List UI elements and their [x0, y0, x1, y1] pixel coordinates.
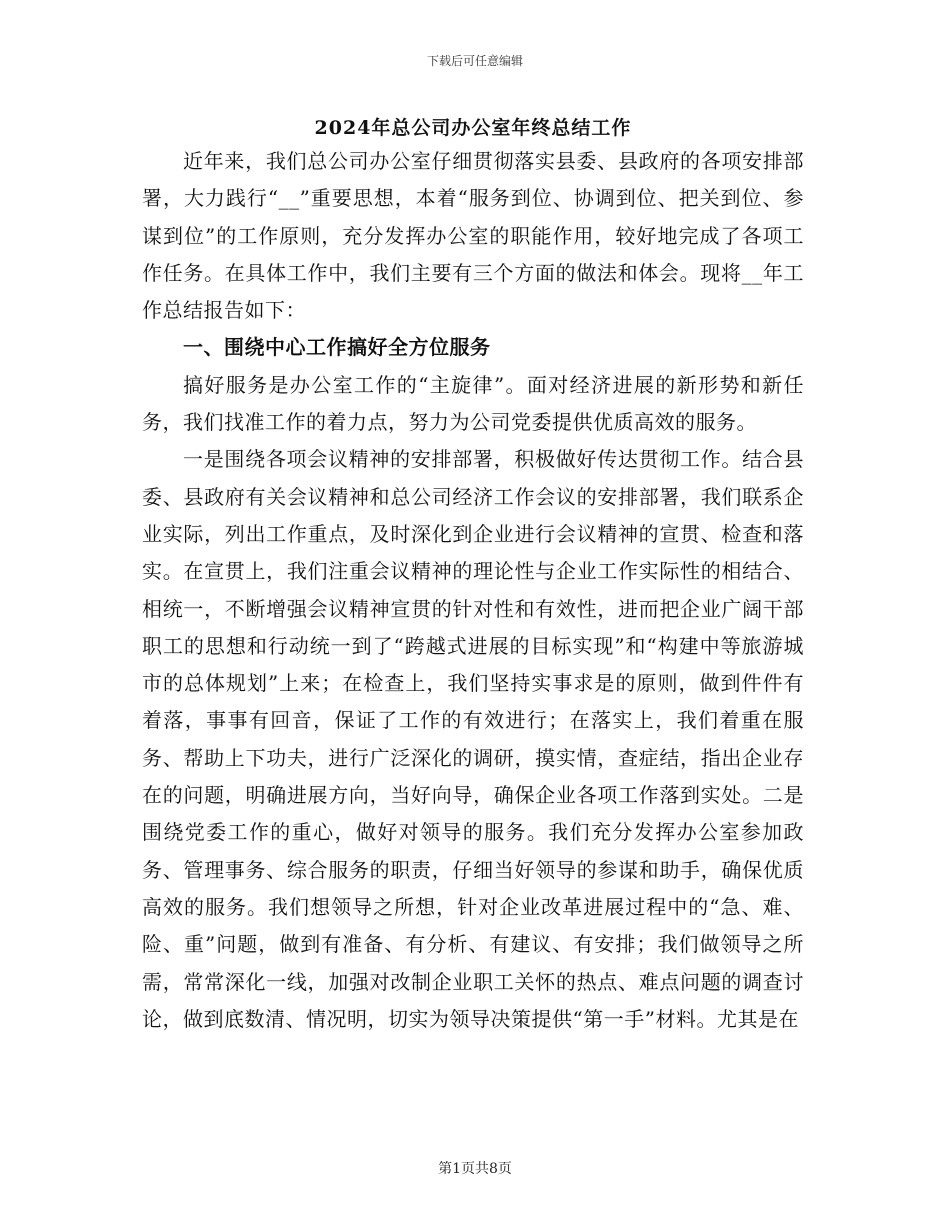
section-intro-paragraph: 搞好服务是办公室工作的“主旋律”。面对经济进展的新形势和新任务，我们找准工作的着力点，努力为公司党委提供优质高效的服务。: [142, 372, 804, 435]
page-number: 第1页共8页: [438, 1161, 512, 1177]
header-note: 下载后可任意编辑: [426, 54, 523, 68]
document-title: 2024年总公司办公室年终总结工作: [314, 117, 632, 139]
intro-paragraph: 近年来，我们总公司办公室仔细贯彻落实县委、县政府的各项安排部署，大力践行“__”重要思想，本着“服务到位、协调到位、把关到位、参谋到位”的工作原则，充分发挥办公室的职能作用，较好地完成了各项工作任务。在具体工作中，我们主要有三个方面的做法和体会。现将__年工作总结报告如下：: [142, 149, 804, 323]
section-heading: 一、围绕中心工作搞好全方位服务: [183, 335, 491, 360]
document-content: [142, 113, 804, 1038]
section-body-paragraph: 一是围绕各项会议精神的安排部署，积极做好传达贯彻工作。结合县委、县政府有关会议精神和总公司经济工作会议的安排部署，我们联系企业实际，列出工作重点，及时深化到企业进行会议精神的宣贯、检查和落实。在宣贯上，我们注重会议精神的理论性与企业工作实际性的相结合、相统一，不断增强会议精神宣贯的针对性和有效性，进而把企业广阔干部职工的思想和行动统一到了“跨越式进展的目标实现”和“构建中等旅游城市的总体规划”上来；在检查上，我们坚持实事求是的原则，做到件件有着落，事事有回音，保证了工作的有效进行；在落实上，我们着重在服务、帮助上下功夫，进行广泛深化的调研，摸实情，查症结，指出企业存在的问题，明确进展方向，当好向导，确保企业各项工作落到实处。二是围绕党委工作的重心，做好对领导的服务。我们充分发挥办公室参加政务、管理事务、综合服务的职责，仔细当好领导的参谋和助手，确保优质高效的服务。我们想领导之所想，针对企业改革进展过程中的“急、难、险、重”问题，做到有准备、有分析、有建议、有安排；我们做领导之所需，常常深化一线，加强对改制企业职工关怀的热点、难点问题的调查讨论，做到底数清、情况明，切实为领导决策提供“第一手”材料。尤其是在: [142, 447, 804, 1031]
